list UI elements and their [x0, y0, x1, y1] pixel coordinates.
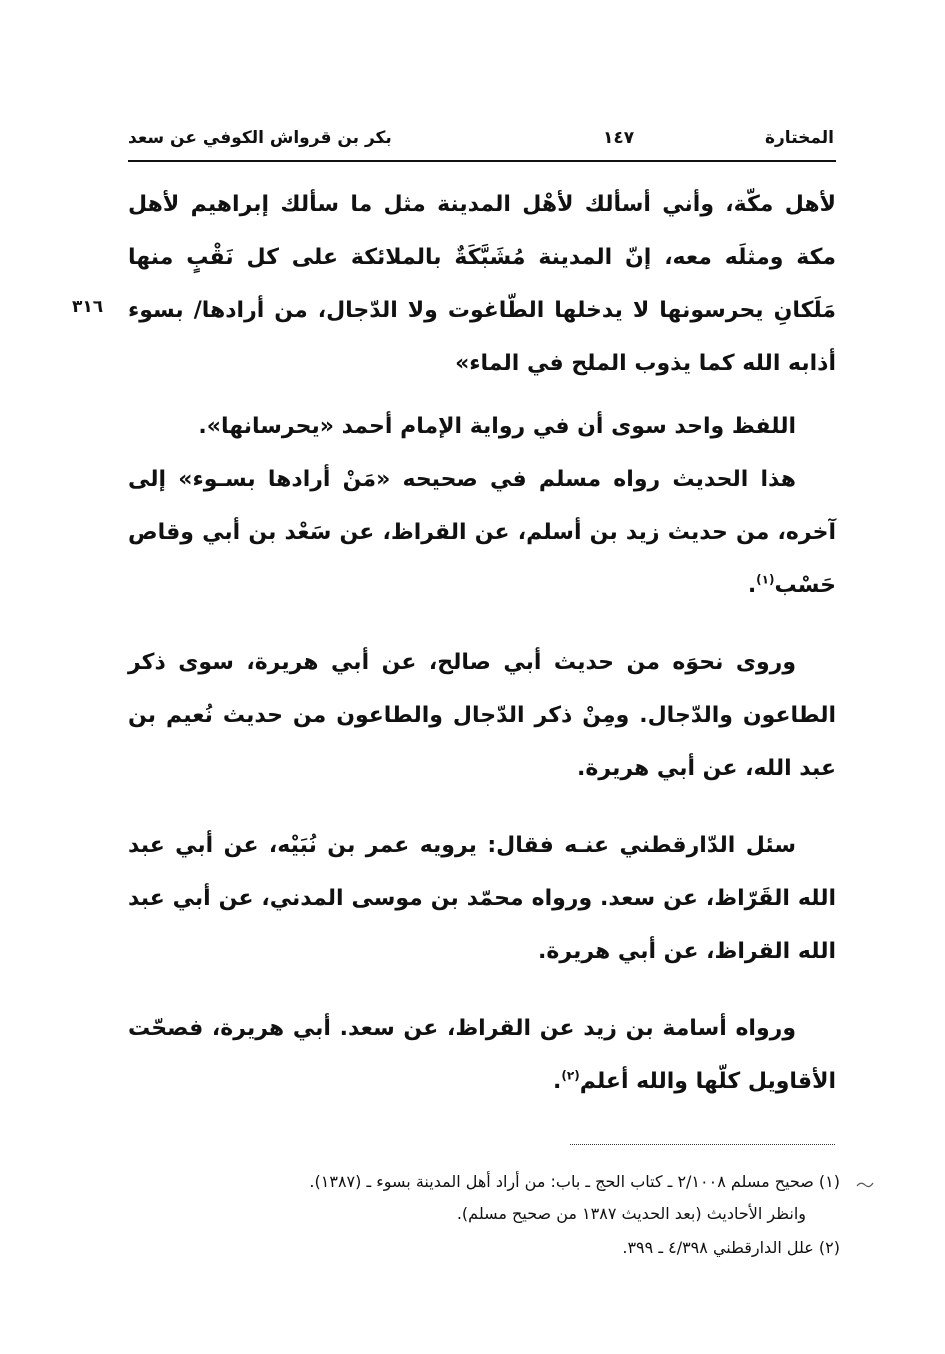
footnote-2: (٢) علل الدارقطني ٤/٣٩٨ ـ ٣٩٩. — [622, 1238, 840, 1257]
footnote-marker-2: (٢) — [561, 1068, 580, 1083]
ink-smudge-icon — [856, 1180, 874, 1190]
paragraph-1: لأهل مكّة، وأني أسألك لأهْل المدينة مثل ما سألك إبراهيم لأهل مكة ومثلَه معه، إنّ المدينة مُشَبَّكَةٌ بالملائكة على كل نَقْبٍ منها مَلَكانِ يحرسونها لا يدخلها الطّاغوت ولا الدّجال، من أرادها/ بسوء أذابه الله كما يذوب الملح في الماء» — [128, 192, 836, 376]
header-chapter-title: بكر بن قرواش الكوفي عن سعد — [128, 128, 392, 148]
paragraph-5: سئل الدّارقطني عنـه فقال: يرويه عمر بن نُبَيْه، عن أبي عبد الله القَرّاظ، عن سعد. ورواه محمّد بن موسى المدني، عن أبي عبد الله القراظ، عن أبي هريرة. — [128, 833, 836, 964]
paragraph-4: وروى نحوَه من حديث أبي صالح، عن أبي هريرة، سوى ذكر الطاعون والدّجال. ومِنْ ذكر الدّجال والطاعون من حديث نُعيم بن عبد الله، عن أبي هريرة. — [128, 650, 836, 781]
header-page-number: ١٤٧ — [603, 128, 635, 148]
paragraph-3-end: . — [747, 573, 757, 598]
paragraph-6-end: . — [553, 1069, 562, 1094]
paragraph-2: اللفظ واحد سوى أن في رواية الإمام أحمد «يحرسانها». — [198, 414, 796, 439]
footnote-1-continuation: وانظر الأحاديث (بعد الحديث ١٣٨٧ من صحيح مسلم). — [456, 1204, 806, 1223]
main-text — [128, 178, 836, 1108]
footnote-marker-1: (١) — [756, 572, 775, 587]
paragraph-3 — [128, 453, 836, 612]
paragraph-6 — [128, 1002, 836, 1108]
running-header — [128, 122, 834, 156]
header-divider — [128, 160, 836, 162]
paragraph-6-text: ورواه أسامة بن زيد عن القراظ، عن سعد. أبي هريرة، فصحّت الأقاويل كلّها والله أعلم — [128, 1016, 836, 1094]
footnote-separator — [570, 1144, 835, 1145]
paragraph-3-text: هذا الحديث رواه مسلم في صحيحه «مَنْ أرادها بسـوء» إلى آخره، من حديث زيد بن أسلم، عن القراظ، عن سَعْد بن أبي وقاص حَسْب — [128, 467, 836, 598]
margin-reference-number: ٣١٦ — [72, 297, 104, 317]
header-book-title: المختارة — [764, 128, 834, 148]
footnotes — [128, 1168, 840, 1266]
footnote-1: (١) صحيح مسلم ٢/١٠٠٨ ـ كتاب الحج ـ باب: من أراد أهل المدينة بسوء ـ (١٣٨٧). — [309, 1172, 840, 1191]
